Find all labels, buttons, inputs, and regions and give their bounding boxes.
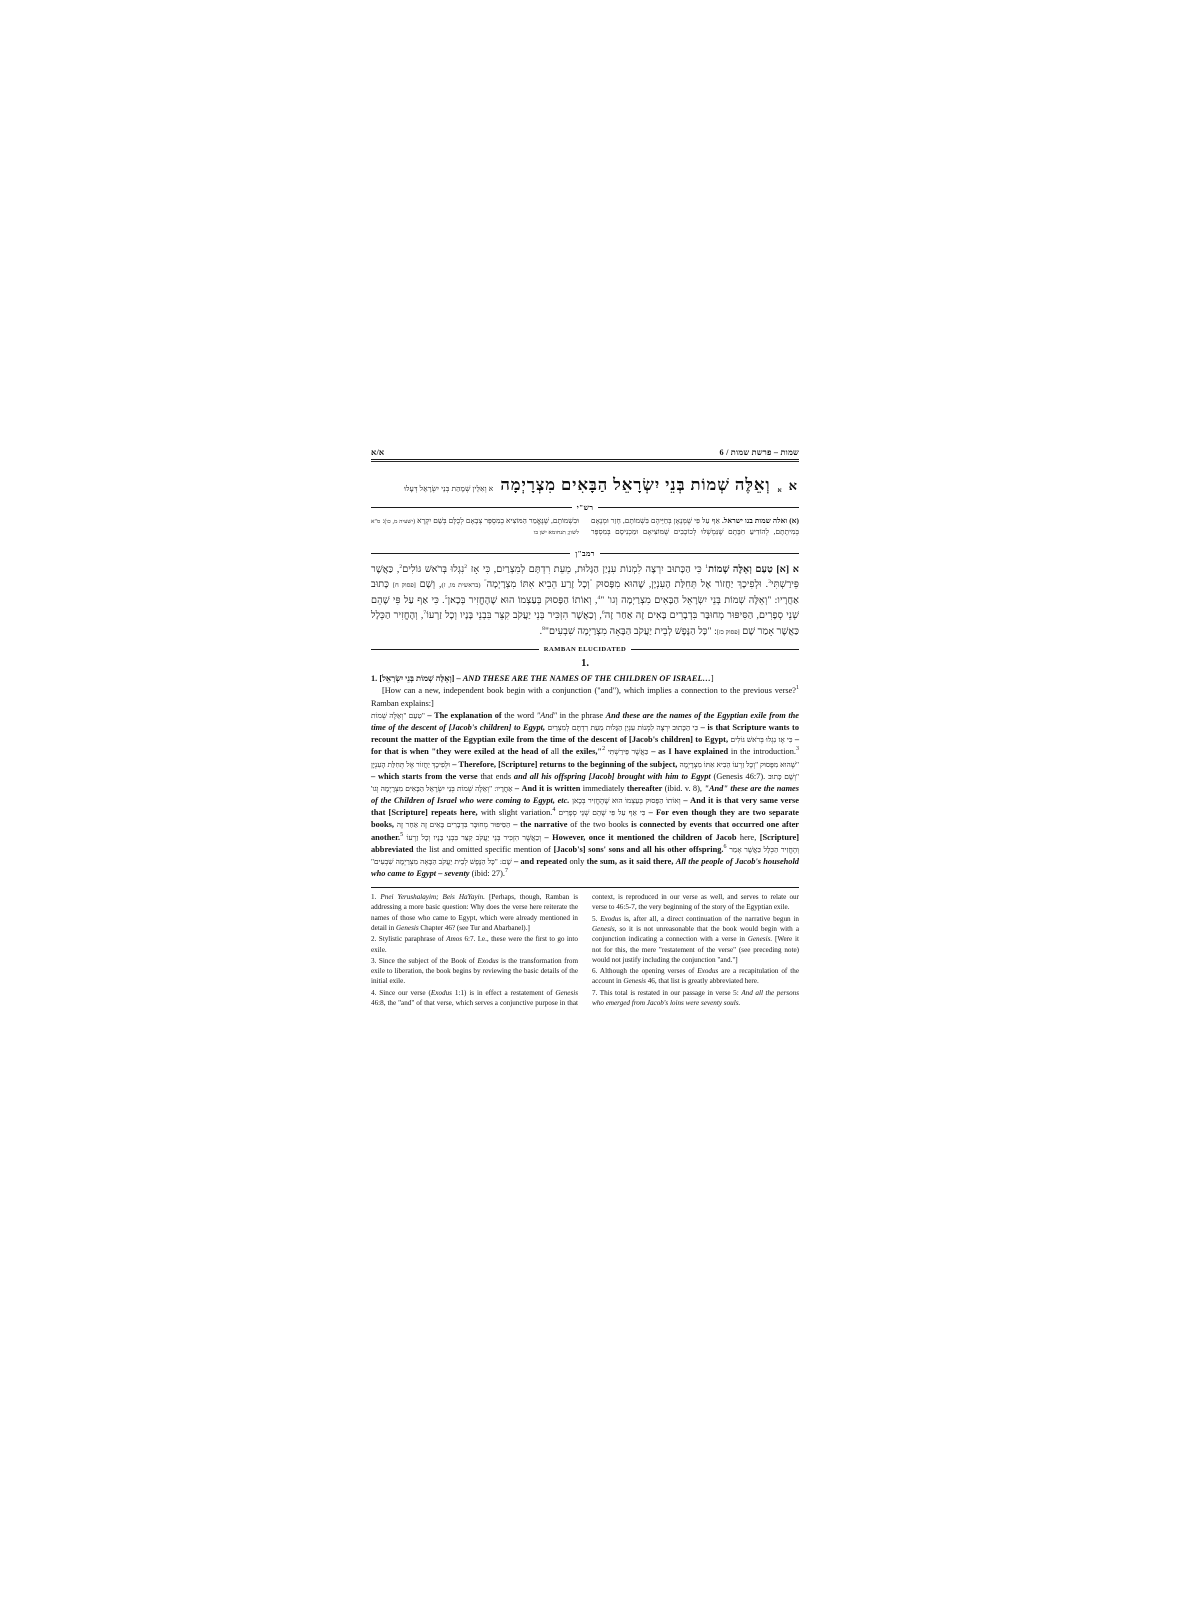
elucidation-headline: 1. [וְאֵלֶּה שְׁמוֹת בְּנֵי יִשְׂרָאֵל] – AND THESE ARE THE NAMES OF THE CHILDREN OF ISRAEL…] [371,674,714,684]
footnote-item: 5. Exodus is, after all, a direct continuation of the narrative begun in Genesis, so it is not unreasonable that the book would begin with a conjunction indicating a connection with a verse in Genesis. [Were it not for this, the mere "restatement of the verse" (see preceding note) would not justify including the conjunction "and."] [592,915,800,964]
rashi-divider [371,503,799,512]
footnote-rule [371,887,799,888]
rashi-commentary [371,516,799,542]
ramban-divider [371,549,799,558]
running-head [371,448,799,459]
footnote-item: 2. Stylistic paraphrase of Amos 6:7. I.e., these were the first to go into exile. [371,935,578,954]
divider-bar-left [371,507,572,508]
running-head-right: שמות – פרשת שמות / 6 [719,448,799,457]
verse-marker: א [777,486,782,494]
footnote-item: 4. Since our verse (Exodus 1:1) is in effect a restatement of Genesis 46:8, the "and" of that verse, which serves a conjunctive purpose in that context, is reproduced in our verse as well, and serves to relate our verse to 46:5-7, the very beginning of the story of the Egyptian exile. [371,893,799,1008]
running-head-left: א/א [371,448,385,457]
verse-number: א [788,478,797,494]
verse-hebrew-text: וְאֵלֶּה שְׁמוֹת בְּנֵי יִשְׂרָאֵל הַבָּאִים מִצְרָיְמָה [500,475,771,495]
targum-onkelos-text: א וְאִלֵּין שְׁמָהַת בְּנֵי יִשְׂרָאֵל דְּעָלוּ [404,483,494,493]
divider-bar-left [371,649,539,650]
rashi-label: רש"י [576,502,594,512]
elucidation-bracket-question: [How can a new, independent book begin with a conjunction ("and"), which implies a connection to the previous verse?$^1$ Ramban explains:] [371,685,799,708]
divider-bar-right [598,507,799,508]
page-content [371,448,799,1128]
footnote-item: 1. Pnei Yerushalayim; Beis HaYayin. [Perhaps, though, Ramban is addressing a more basic question: Why does the verse here reiterate the names of those who came to Egypt, which were already mentioned in detail in Genesis Chapter 46? (see Tur and Abarbanel).] [371,893,579,932]
footnote-item: 6. Although the opening verses of Exodus are a recapitulation of the account in Genesis 46, that list is greatly abbreviated here. [592,967,799,986]
ramban-label: רמב"ן [575,548,595,558]
rashi-column-left: שֶׁמּוֹצִיאָם וּמַכְנִיסָם בְּמִסְפָּר וּבִשְׁמוֹתָם, שֶׁנֶּאֱמַר הַמּוֹצִיא בְמִסְפָּר צְבָאָם לְכֻלָּם בְּשֵׁם יִקְרָא (ישעיה מ, כו): ס"א לשון; תנחומא ישן בו [371,515,670,536]
divider-bar-right [631,649,799,650]
elucidation-body [371,673,799,880]
header-rule-thin [371,461,799,462]
divider-bar-right [600,553,799,554]
rashi-column-right: (א) ואלה שמות בנו ישראל. אַף עַל פִּי שֶׁמְּנָאָן בְּחַיֵּיהֶם בִּשְׁמוֹתָם, חָזַר וּמְנָאָם בְּמִיתָתָם, לְהוֹדִיעַ חִבָּתָם שֶׁנִּמְשְׁלוּ לְכוֹכָבִים [591,515,800,536]
verse-line [371,475,799,496]
footnote-item: 7. This total is restated in our passage in verse 5: And all the persons who emerged from Jacob's loins were seventy souls. [592,989,800,1008]
section-number: 1. [581,658,589,670]
divider-bar-left [371,553,570,554]
footnotes-block [371,892,799,1009]
footnote-item: 3. Since the subject of the Book of Exodus is the transformation from exile to liberation, the book begins by reviewing the basic details of the initial exile. [371,957,579,986]
elucidation-main-text: "טַעַם "וְאֵלֶּה שְׁמוֹת – The explanation of the word "And" in the phrase And these are the names of the Egyptian exile from the time of the descent of [Jacob's children] to Egypt, כִּי הַכָּתוּב יִרְצֶה לִמְנוֹת עִנְיַן הַגָּלוּת מֵעֵת רִדְתָּם לְמִצְרַיִם – is that Scripture wants to recount the matter of the Egyptian exile from the time of the descent of [Jacob's children] to Egypt, כִּי אָז נִגְלוּ בְּרֹאשׁ גּוֹלִים – for that is when "they were exiled at the head of all the exiles,"$^2$ כַּאֲשֶׁר פֵּירַשְׁתִּי – as I have explained in the introduction.$^3$ וּלְפִיכָךְ יַחֲזוֹר אֶל תְּחִלַּת הָעִנְיָן – Therefore, [Scripture] returns to the beginning of the subject, "שֶׁהוּא מִפָּסוּק "וְכָל זַרְעוֹ הֵבִיא אִתּוֹ מִצְרָיְמָה – which starts from the verse that ends and all his offspring [Jacob] brought with him to Egypt (Genesis 46:7). "וְשָׁם כָּתוּב אַחֲרָיו: "וְאֵלֶּה שְׁמוֹת בְּנֵי יִשְׂרָאֵל הַבָּאִים מִצְרָיְמָה וְגו' – And it is written immediately thereafter (ibid. v. 8), "And" these are the names of the Children of Israel who were coming to Egypt, etc. וְאוֹתוֹ הַפָּסוּק בְּעַצְמוֹ הוּא שֶׁהֶחֱזִיר בְּכָאן – And it is that very same verse that [Scripture] repeats here, with slight variation.$^4$ כִּי אַף עַל פִּי שֶׁהֵם שְׁנֵי סְפָרִים – For even though they are two separate books, הַסִּיפּוּר מְחוּבָּר בִּדְבָרִים בָּאִים זֶה אַחַר זֶה – the narrative of the two books is connected by events that occurred one after another.$^5$ וְכַאֲשֶׁר הִזְכִּיר בְּנֵי יַעֲקֹב קִצֵּר בִּבְנֵי בָּנָיו וְכָל זַרְעוֹ – However, once it mentioned the children of Jacob here, [Scripture] abbreviated the list and omitted specific mention of [Jacob's] sons' sons and all his other offspring.$^6$ וְהֶחֱזִיר הַכְּלָל כַּאֲשֶׁר אָמַר שָׁם: "כָּל הַנֶּפֶשׁ לְבֵית יַעֲקֹב הַבָּאָה מִצְרַיְמָה שִׁבְעִים" – and repeated only the sum, as it said there, All the people of Jacob's household who came to Egypt – seventy (ibid: 27).$^7$ [371,710,800,879]
ramban-elucidated-divider [371,646,799,653]
ramban-elucidated-label: RAMBAN ELUCIDATED [543,646,627,654]
header-rule-thick [371,459,799,460]
ramban-hebrew-commentary: א [א] טַעַם וְאֵלֶּה שְׁמוֹת$^1$ כִּי הַכָּתוּב יִרְצֶה לִמְנוֹת עִנְיַן הַגָּלוּת, מֵעֵת רִדְתָּם לְמִצְרַיִם, כִּי אָז $^2$נִגְלוּ בְּרֹאשׁ גּוֹלִים$^2$, כַּאֲשֶׁר פֵּירַשְׁתִּי$^3$. וּלְפִיכָךְ יַחֲזוֹר אֶל תְּחִלַּת הָעִנְיָן, שֶׁהוּא מִפָּסוּק "וְכָל זֶרַע הֵבִיא אִתּוֹ מִצְרָיְמָה" (בראשית מו, ז), וְשָׁם [פסוק ח] כָּתוּב אַחֲרָיו: "וְאֵלֶּה שְׁמוֹת בְּנֵי יִשְׂרָאֵל הַבָּאִים מִצְרַיְמָה וְגו' "$^4$, וְאוֹתוֹ הַפָּסוּק בְּעַצְמוֹ הוּא שֶׁהֶחֱזִיר בְּכָאן$^5$. כִּי אַף עַל פִּי שֶׁהֵם שְׁנֵי סְפָרִים, הַסִּיפּוּר מְחוּבָּר בִּדְבָרִים בָּאִים זֶה אַחַר זֶה$^6$, וְכַאֲשֶׁר הִזְכִּיר בְּנֵי יַעֲקֹב קִצֵּר בִּבְנֵי בָּנָיו וְכָל זַרְעוֹ$^7$, וְהֶחֱזִיר הַכְּלָל כַּאֲשֶׁר אָמַר שָׁם [פסוק כז]: "כָּל הַנֶּפֶשׁ לְבֵית יַעֲקֹב הַבָּאָה מִצְרַיְמָה שִׁבְעִים"$^8$. [371,563,800,637]
